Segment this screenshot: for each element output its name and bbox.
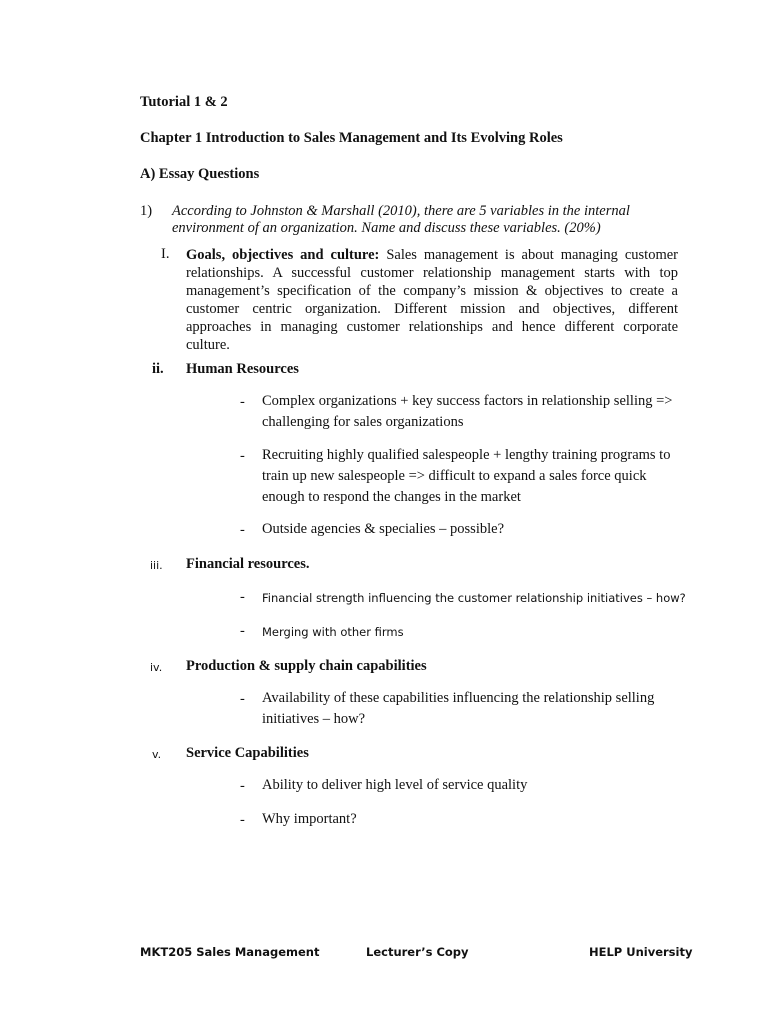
footer-university: HELP University xyxy=(589,945,693,959)
bullet-dash: - xyxy=(240,691,245,707)
bullet-hr-2: Recruiting highly qualified salespeople + lengthy training programs to train up new salespeople => difficult to expand a sales force quick enough to respond the changes in the market xyxy=(262,447,671,505)
item-service-heading: Service Capabilities xyxy=(186,745,309,761)
numeral-ii: ii. xyxy=(152,361,164,377)
bullet-hr-3: Outside agencies & specialies – possible? xyxy=(262,521,505,537)
question-line-2: environment of an organization. Name and discuss these variables. (20%) xyxy=(172,220,601,236)
bullet-svc-2: Why important? xyxy=(262,811,357,827)
question-number: 1) xyxy=(140,203,153,219)
bullet-dash: - xyxy=(240,589,245,605)
bullet-fin-2: Merging with other firms xyxy=(262,625,404,639)
footer-copy: Lecturer’s Copy xyxy=(366,945,469,959)
numeral-v: v. xyxy=(152,748,162,761)
item-production-heading: Production & supply chain capabilities xyxy=(186,658,427,674)
bullet-dash: - xyxy=(240,394,245,410)
item-human-resources-heading: Human Resources xyxy=(186,361,299,377)
item-goals-heading: Goals, objectives and culture: xyxy=(186,247,380,263)
section-title: A) Essay Questions xyxy=(140,166,260,182)
numeral-iii: iii. xyxy=(150,559,163,572)
numeral-iv: iv. xyxy=(150,661,163,674)
numeral-i: I. xyxy=(161,246,170,262)
item-goals xyxy=(186,246,678,354)
bullet-dash: - xyxy=(240,812,245,828)
bullet-dash: - xyxy=(240,623,245,639)
tutorial-title: Tutorial 1 & 2 xyxy=(140,94,228,110)
bullet-prod-1: Availability of these capabilities influencing the relationship selling initiatives – how? xyxy=(262,690,655,727)
item-financial-heading: Financial resources. xyxy=(186,556,310,572)
bullet-dash: - xyxy=(240,448,245,464)
question-line-1: According to Johnston & Marshall (2010), there are 5 variables in the internal xyxy=(172,203,630,219)
bullet-svc-1: Ability to deliver high level of service quality xyxy=(262,777,528,793)
bullet-fin-1: Financial strength influencing the customer relationship initiatives – how? xyxy=(262,591,686,605)
item-goals-text: Sales management is about managing customer relationships. A successful customer relationship management starts with top management’s specification of the company’s mission & objectives to create a customer centric organization. Different mission and objectives, different approaches in managing customer relationships and hence different corporate culture. xyxy=(186,247,678,353)
footer-course: MKT205 Sales Management xyxy=(140,945,320,959)
bullet-hr-1: Complex organizations + key success factors in relationship selling => challenging for sales organizations xyxy=(262,393,673,430)
chapter-title: Chapter 1 Introduction to Sales Management and Its Evolving Roles xyxy=(140,130,563,146)
bullet-dash: - xyxy=(240,522,245,538)
bullet-dash: - xyxy=(240,778,245,794)
